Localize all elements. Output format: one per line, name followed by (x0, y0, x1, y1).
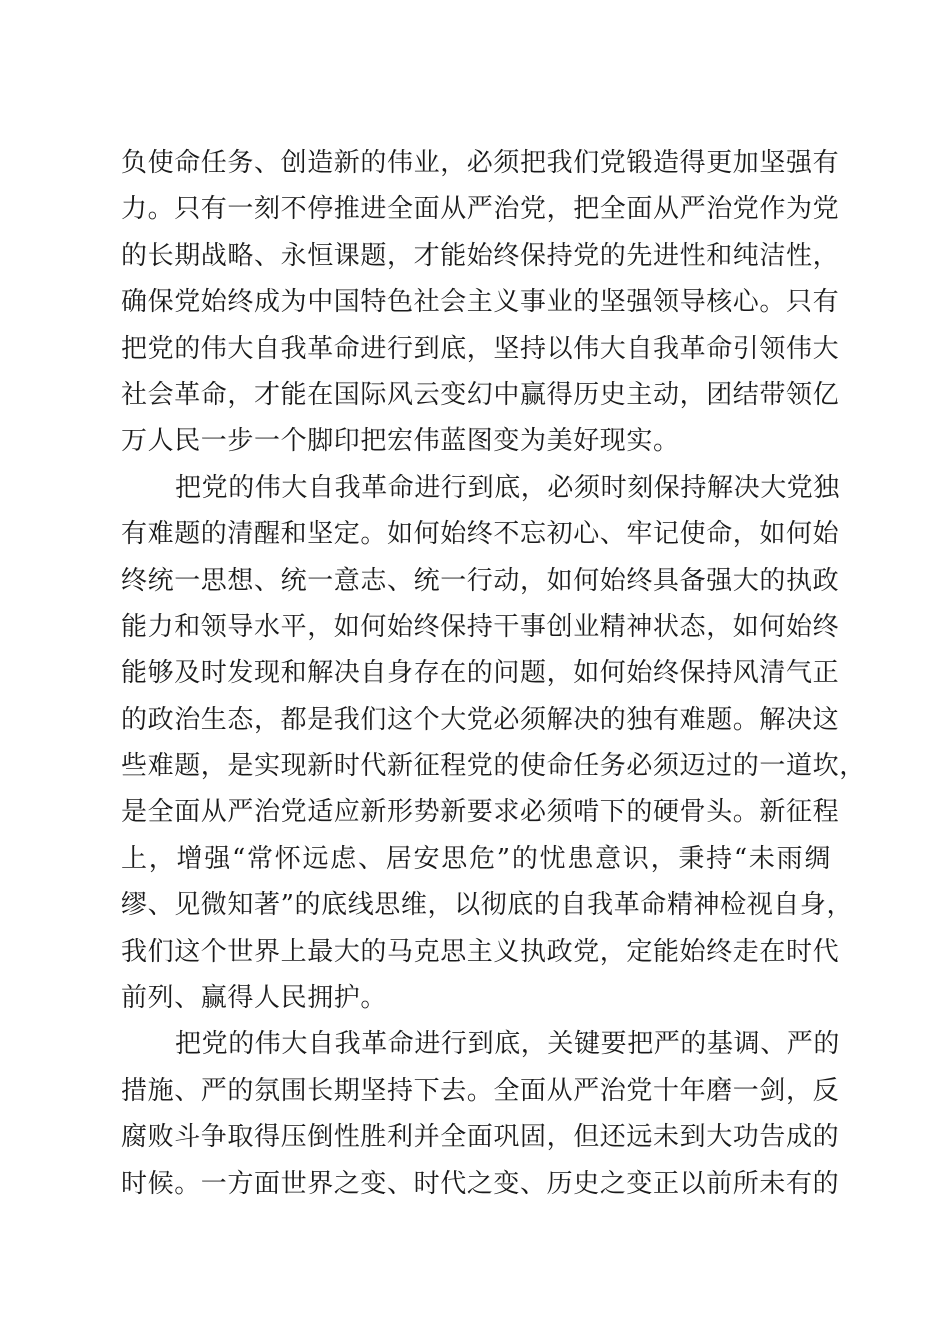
paragraph-2 (121, 465, 866, 1022)
paragraph-3 (121, 1021, 841, 1207)
text-line: 些难题，是实现新时代新征程党的使命任务必须迈过的一道坎， (121, 751, 866, 782)
text-line: 的政治生态，都是我们这个大党必须解决的独有难题。解决这 (121, 704, 840, 735)
text-line: 的长期战略、永恒课题，才能始终保持党的先进性和纯洁性， (121, 240, 840, 271)
text-line: 措施、严的氛围长期坚持下去。全面从严治党十年磨一剑，反 (121, 1075, 840, 1106)
text-line: 把党的伟大自我革命进行到底，坚持以伟大自我革命引领伟大 (121, 333, 840, 364)
text-line: 上，增强“常怀远虑、居安思危”的忧患意识，秉持“未雨绸 (121, 843, 831, 874)
text-line: 把党的伟大自我革命进行到底，关键要把严的基调、严的 (175, 1029, 841, 1060)
text-line: 腐败斗争取得压倒性胜利并全面巩固，但还远未到大功告成的 (121, 1122, 840, 1153)
text-line: 是全面从严治党适应新形势新要求必须啃下的硬骨头。新征程 (121, 797, 840, 828)
text-line: 前列、赢得人民拥护。 (121, 983, 388, 1014)
text-line: 力。只有一刻不停推进全面从严治党，把全面从严治党作为党 (121, 194, 840, 225)
text-line: 能够及时发现和解决自身存在的问题，如何始终保持风清气正 (121, 658, 840, 689)
text-line: 万人民一步一个脚印把宏伟蓝图变为美好现实。 (121, 426, 680, 457)
text-line: 确保党始终成为中国特色社会主义事业的坚强领导核心。只有 (121, 287, 840, 318)
text-line: 负使命任务、创造新的伟业，必须把我们党锻造得更加坚强有 (121, 148, 840, 178)
text-line: 社会革命，才能在国际风云变幻中赢得历史主动，团结带领亿 (121, 379, 840, 410)
text-line: 缪、见微知著”的底线思维，以彻底的自我革命精神检视自身， (121, 890, 854, 921)
text-line: 终统一思想、统一意志、统一行动，如何始终具备强大的执政 (121, 565, 840, 596)
text-line: 把党的伟大自我革命进行到底，必须时刻保持解决大党独 (175, 472, 841, 503)
text-line: 我们这个世界上最大的马克思主义执政党，定能始终走在时代 (121, 936, 840, 967)
text-line: 能力和领导水平，如何始终保持干事创业精神状态，如何始终 (121, 611, 840, 642)
document-body (121, 140, 866, 1207)
paragraph-1 (121, 140, 840, 465)
text-line: 时候。一方面世界之变、时代之变、历史之变正以前所未有的 (121, 1168, 840, 1199)
text-line: 有难题的清醒和坚定。如何始终不忘初心、牢记使命，如何始 (121, 519, 840, 550)
